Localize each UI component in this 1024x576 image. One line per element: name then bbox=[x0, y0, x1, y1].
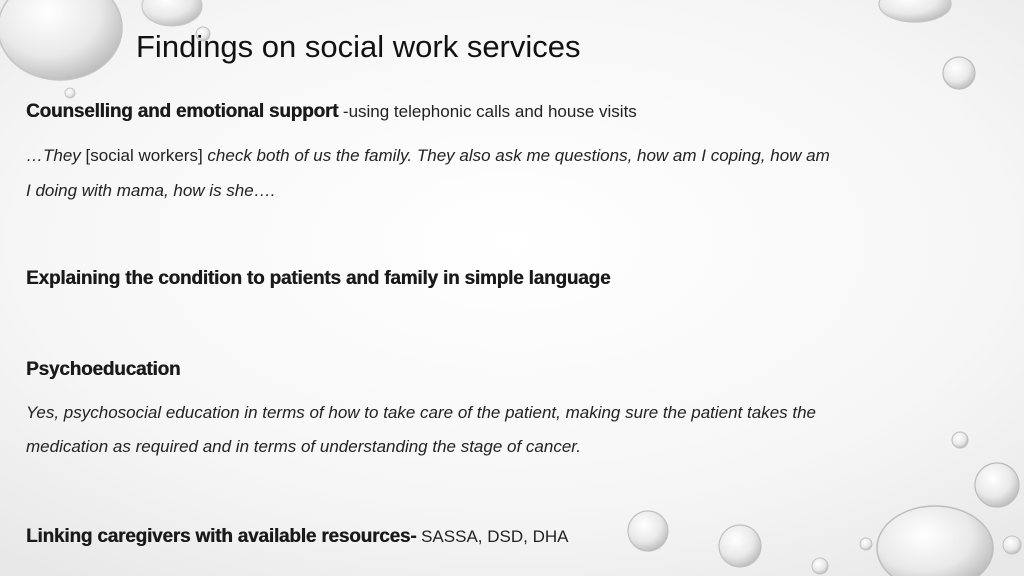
counselling-quote-line-1 bbox=[26, 146, 830, 166]
linking-resources: SASSA, DSD, DHA bbox=[416, 527, 569, 546]
water-drop bbox=[719, 525, 761, 567]
psychoeducation-quote-line-2: medication as required and in terms of understanding the stage of cancer. bbox=[26, 437, 582, 456]
water-drop bbox=[142, 0, 202, 26]
water-drop bbox=[952, 432, 968, 448]
water-drop bbox=[877, 506, 993, 576]
water-drop bbox=[1003, 536, 1021, 554]
water-drop bbox=[812, 558, 828, 574]
counselling-quote-line-2: I doing with mama, how is she…. bbox=[26, 181, 276, 200]
water-drop bbox=[0, 0, 122, 80]
counselling-heading: Counselling and emotional support bbox=[26, 101, 339, 122]
slide-title: Findings on social work services bbox=[136, 29, 581, 64]
water-drop bbox=[860, 538, 872, 550]
psychoeducation-quote-line-1: Yes, psychosocial education in terms of how to take care of the patient, making sure the patient takes the bbox=[26, 403, 817, 422]
linking-heading-line bbox=[26, 526, 568, 548]
quote-rest: check both of us the family. They also ask me questions, how am I coping, how am bbox=[207, 146, 830, 165]
psychoeducation-heading: Psychoeducation bbox=[26, 359, 181, 380]
quote-bracket: [social workers] bbox=[85, 146, 208, 165]
water-drop bbox=[628, 511, 668, 551]
water-drop bbox=[879, 0, 951, 22]
water-drop bbox=[943, 57, 975, 89]
linking-heading: Linking caregivers with available resources- bbox=[26, 526, 417, 547]
counselling-note: -using telephonic calls and house visits bbox=[338, 102, 637, 121]
counselling-heading-line bbox=[26, 101, 637, 123]
water-drop bbox=[975, 463, 1019, 507]
explaining-heading: Explaining the condition to patients and family in simple language bbox=[26, 268, 611, 289]
quote-lead: …They bbox=[26, 146, 86, 165]
water-drop bbox=[65, 88, 75, 98]
